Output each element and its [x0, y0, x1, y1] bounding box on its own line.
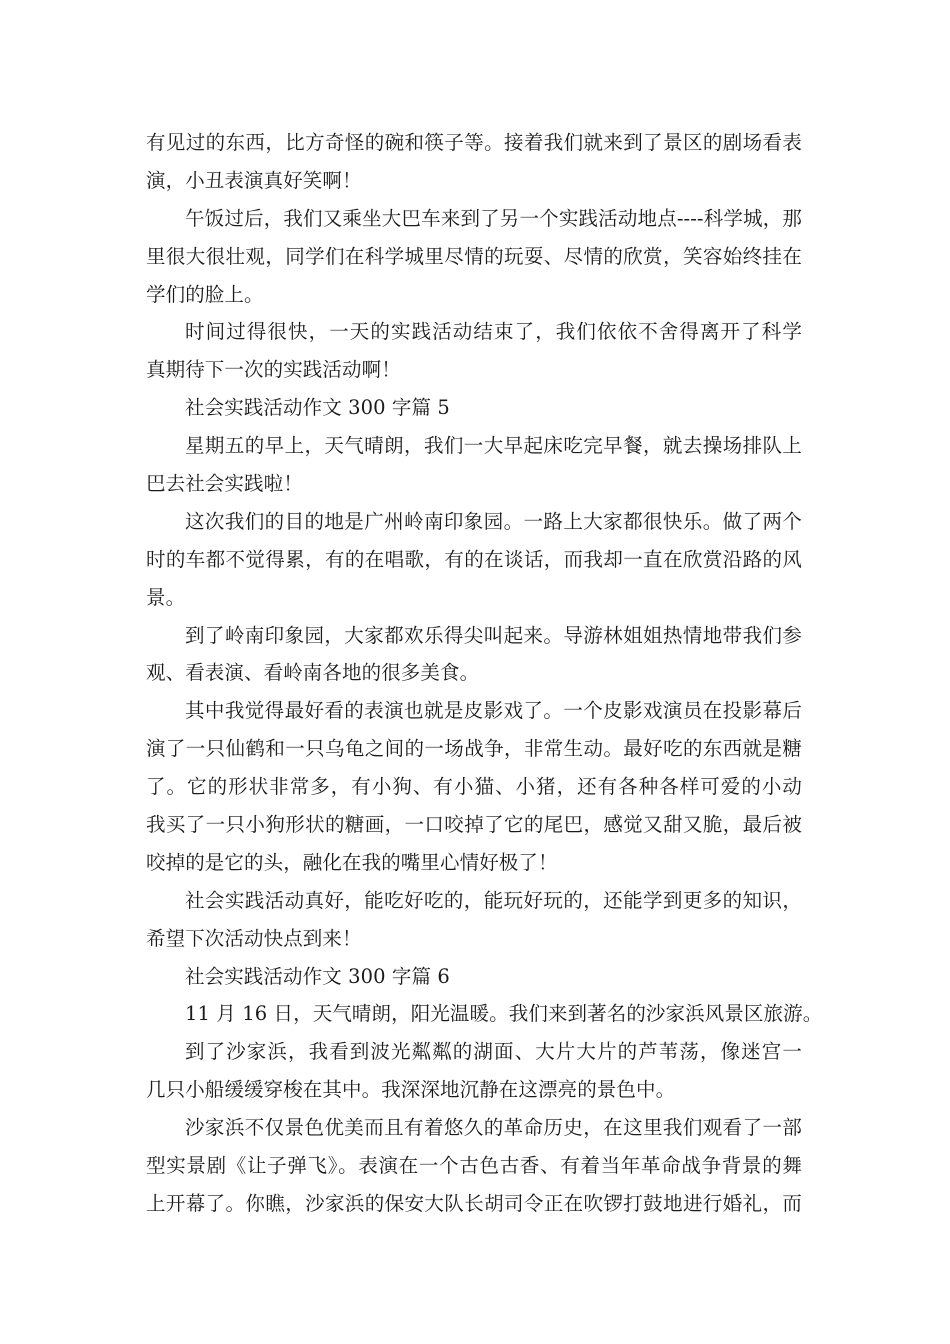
text-line: 到了沙家浜，我看到波光粼粼的湖面、大片大片的芦苇荡，像迷宫一	[185, 1040, 802, 1064]
text-line: 星期五的早上，天气晴朗，我们一大早起床吃完早餐，就去操场排队上	[185, 434, 802, 458]
text-line: 演，小丑表演真好笑啊！	[146, 168, 362, 192]
text-line: 上开幕了。你瞧，沙家浜的保安大队长胡司令正在吹锣打鼓地进行婚礼，而	[146, 1191, 802, 1215]
text-line: 几只小船缓缓穿梭在其中。我深深地沉静在这漂亮的景色中。	[146, 1078, 676, 1102]
text-line: 时的车都不觉得累，有的在唱歌，有的在谈话，而我却一直在欣赏沿路的风	[146, 547, 802, 571]
text-line: 社会实践活动真好，能吃好吃的，能玩好玩的，还能学到更多的知识，	[185, 888, 802, 912]
text-line: 观、看表演、看岭南各地的很多美食。	[146, 661, 480, 685]
text-line: 巴去社会实践啦！	[146, 472, 303, 496]
text-line: 真期待下一次的实践活动啊！	[146, 358, 401, 382]
document-page	[146, 124, 823, 1223]
text-line: 里很大很壮观，同学们在科学城里尽情的玩耍、尽情的欣赏，笑容始终挂在	[146, 244, 802, 268]
text-line: 我买了一只小狗形状的糖画，一口咬掉了它的尾巴，感觉又甜又脆，最后被	[146, 813, 802, 837]
section-heading: 社会实践活动作文 300 字篇 6	[185, 964, 450, 988]
text-line: 11 月 16 日，天气晴朗，阳光温暖。我们来到著名的沙家浜风景区旅游。	[185, 1002, 823, 1026]
text-line: 咬掉的是它的头，融化在我的嘴里心情好极了！	[146, 850, 558, 874]
text-line: 其中我觉得最好看的表演也就是皮影戏了。一个皮影戏演员在投影幕后	[185, 699, 802, 723]
text-line: 有见过的东西，比方奇怪的碗和筷子等。接着我们就来到了景区的剧场看表	[146, 131, 802, 154]
text-line: 景。	[146, 585, 186, 609]
text-line: 希望下次活动快点到来！	[146, 926, 362, 950]
section-heading: 社会实践活动作文 300 字篇 5	[185, 396, 450, 420]
text-line: 沙家浜不仅景色优美而且有着悠久的革命历史，在这里我们观看了一部	[185, 1116, 802, 1140]
text-line: 到了岭南印象园，大家都欢乐得尖叫起来。导游林姐姐热情地带我们参	[185, 623, 802, 647]
text-line: 这次我们的目的地是广州岭南印象园。一路上大家都很快乐。做了两个	[185, 509, 802, 533]
text-line: 演了一只仙鹤和一只乌龟之间的一场战争，非常生动。最好吃的东西就是糖	[146, 737, 802, 761]
text-line: 时间过得很快，一天的实践活动结束了，我们依依不舍得离开了科学	[185, 320, 802, 344]
text-line: 学们的脸上。	[146, 282, 264, 306]
text-line: 型实景剧《让子弹飞》。表演在一个古色古香、有着当年革命战争背景的舞	[146, 1154, 802, 1178]
text-line: 了。它的形状非常多，有小狗、有小猫、小猪，还有各种各样可爱的小动	[146, 775, 802, 799]
text-line: 午饭过后，我们又乘坐大巴车来到了另一个实践活动地点----科学城，那	[185, 206, 802, 230]
